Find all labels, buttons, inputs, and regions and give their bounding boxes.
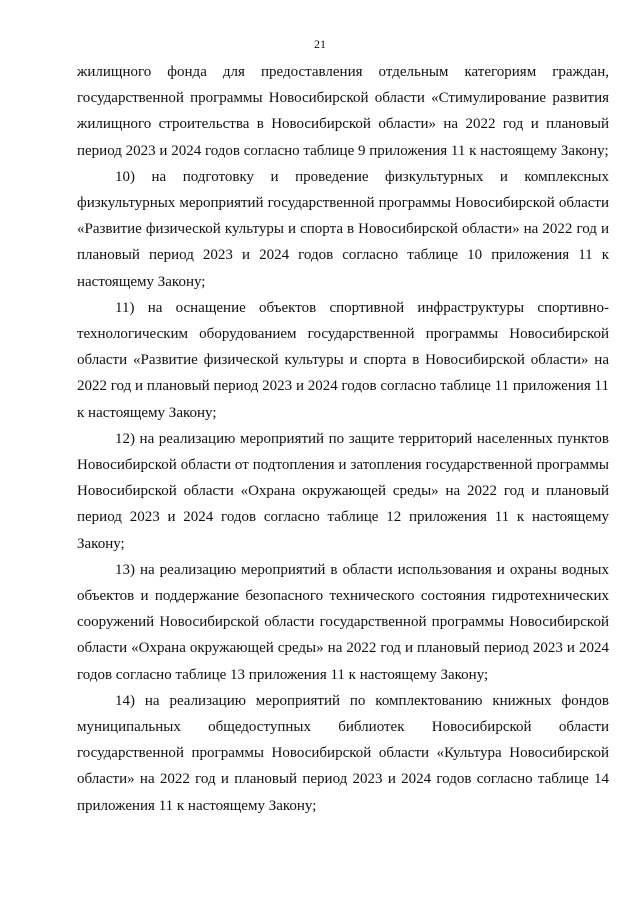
paragraph-item-14: 14) на реализацию мероприятий по комплектованию книжных фондов муниципальных общедоступных библиотек Новосибирской области государственной программы Новосибирской области «Культура Новосибирской области» на 2022 год и плановый период 2023 и 2024 годов согласно таблице 14 приложения 11 к настоящему Закону; bbox=[77, 692, 609, 814]
document-body bbox=[77, 59, 609, 819]
page-number: 21 bbox=[314, 37, 326, 51]
paragraph-item-10: 10) на подготовку и проведение физкультурных и комплексных физкультурных мероприятий государственной программы Новосибирской области «Развитие физической культуры и спорта в Новосибирской области» на 2022 год и плановый период 2023 и 2024 годов согласно таблице 10 приложения 11 к настоящему Закону; bbox=[77, 168, 609, 290]
paragraph-item-11: 11) на оснащение объектов спортивной инфраструктуры спортивно-технологическим оборудованием государственной программы Новосибирской области «Развитие физической культуры и спорта в Новосибирской области» на 2022 год и плановый период 2023 и 2024 годов согласно таблице 11 приложения 11 к настоящему Закону; bbox=[77, 299, 609, 421]
paragraph-continuation: жилищного фонда для предоставления отдельным категориям граждан, государственной программы Новосибирской области «Стимулирование развития жилищного строительства в Новосибирской области» на 2022 год и плановый период 2023 и 2024 годов согласно таблице 9 приложения 11 к настоящему Закону; bbox=[77, 64, 609, 159]
paragraph-item-12: 12) на реализацию мероприятий по защите территорий населенных пунктов Новосибирской области от подтопления и затопления государственной программы Новосибирской области «Охрана окружающей среды» на 2022 год и плановый период 2023 и 2024 годов согласно таблице 12 приложения 11 к настоящему Закону; bbox=[77, 430, 609, 552]
paragraph-item-13: 13) на реализацию мероприятий в области использования и охраны водных объектов и поддержание безопасного технического состояния гидротехнических сооружений Новосибирской области государственной программы Новосибирской области «Охрана окружающей среды» на 2022 год и плановый период 2023 и 2024 годов согласно таблице 13 приложения 11 к настоящему Закону; bbox=[77, 561, 609, 683]
